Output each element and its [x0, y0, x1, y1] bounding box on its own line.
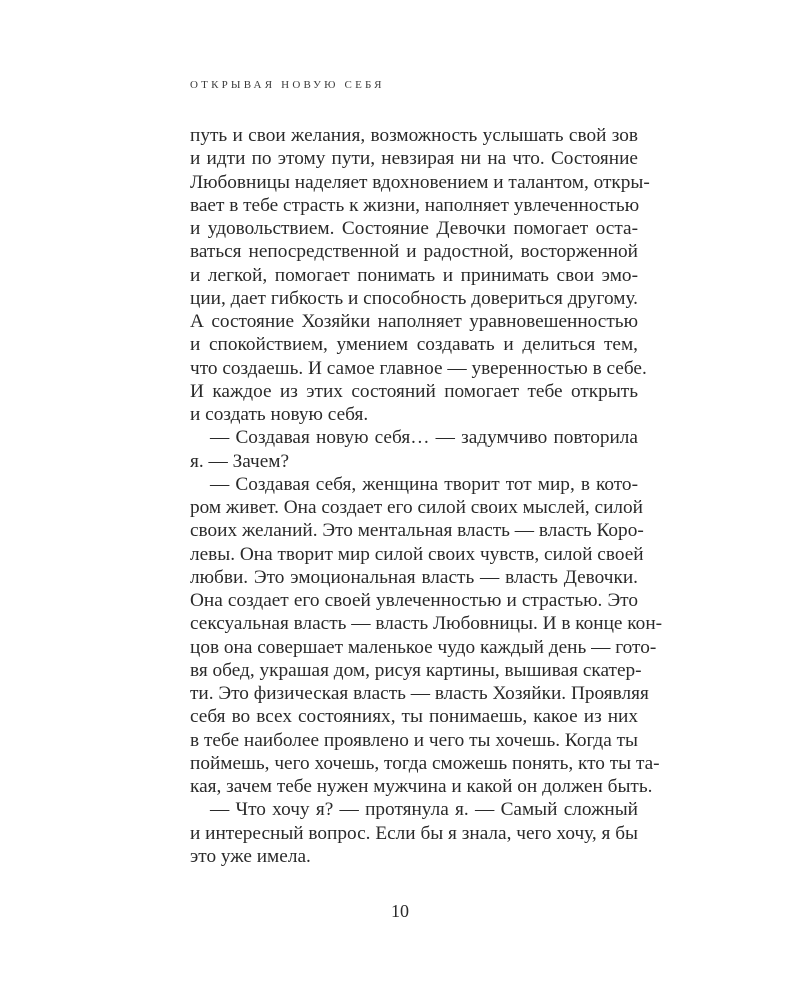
- text-line: сексуальная власть — власть Любовницы. И в конце кон-: [190, 613, 663, 635]
- text-line: себя во всех состояниях, ты понимаешь, какое из них: [190, 706, 638, 728]
- text-line: путь и свои желания, возможность услышать свой зов: [190, 125, 638, 146]
- text-line: и идти по этому пути, невзирая ни на что. Состояние: [190, 148, 638, 170]
- text-line: ваться непосредственной и радостной, восторженной: [190, 241, 638, 263]
- text-line: вает в тебе страсть к жизни, наполняет увлеченностью: [190, 194, 640, 216]
- text-line: ром живет. Она создает его силой своих мыслей, силой: [190, 497, 643, 518]
- text-line: И каждое из этих состояний помогает тебе открыть: [190, 380, 638, 402]
- text-line: любви. Это эмоциональная власть — власть Девочки.: [190, 566, 638, 588]
- body-text: [190, 124, 663, 868]
- text-line: и интересный вопрос. Если бы я знала, чего хочу, я бы: [190, 822, 638, 844]
- text-line: — Создавая новую себя… — задумчиво повторила: [210, 427, 638, 449]
- text-line: и легкой, помогает понимать и принимать свои эмо-: [190, 264, 638, 286]
- text-line: — Что хочу я? — протянула я. — Самый сложный: [210, 799, 638, 821]
- running-header: ОТКРЫВАЯ НОВУЮ СЕБЯ: [190, 79, 385, 91]
- text-line: Любовницы наделяет вдохновением и талантом, откры-: [190, 171, 650, 193]
- page-number: 10: [391, 901, 409, 921]
- text-line: кая, зачем тебе нужен мужчина и какой он должен быть.: [190, 776, 653, 797]
- text-line: и спокойствием, умением создавать и делиться тем,: [190, 334, 638, 356]
- text-line: цов она совершает маленькое чудо каждый день — гото-: [190, 636, 657, 658]
- text-line: своих желаний. Это ментальная власть — власть Коро-: [190, 520, 644, 542]
- text-line: Она создает его своей увлеченностью и страстью. Это: [190, 590, 638, 611]
- text-line: левы. Она творит мир силой своих чувств, силой своей: [190, 543, 644, 565]
- text-line: — Создавая себя, женщина творит тот мир, в кото-: [210, 473, 638, 495]
- text-line: я. — Зачем?: [190, 450, 290, 472]
- text-line: ции, дает гибкость и способность довериться другому.: [190, 287, 638, 309]
- text-line: в тебе наиболее проявлено и чего ты хочешь. Когда ты: [190, 729, 638, 751]
- text-line: и удовольствием. Состояние Девочки помогает оста-: [190, 218, 638, 239]
- text-line: и создать новую себя.: [190, 404, 369, 425]
- text-line: вя обед, украшая дом, рисуя картины, вышивая скатер-: [190, 659, 642, 681]
- text-line: ти. Это физическая власть — власть Хозяйки. Проявляя: [190, 683, 649, 704]
- text-line: поймешь, чего хочешь, тогда сможешь понять, кто ты та-: [190, 752, 660, 774]
- text-line: А состояние Хозяйки наполняет уравновешенностью: [190, 311, 638, 332]
- text-line: что создаешь. И самое главное — уверенностью в себе.: [190, 357, 647, 379]
- text-line: это уже имела.: [190, 845, 311, 867]
